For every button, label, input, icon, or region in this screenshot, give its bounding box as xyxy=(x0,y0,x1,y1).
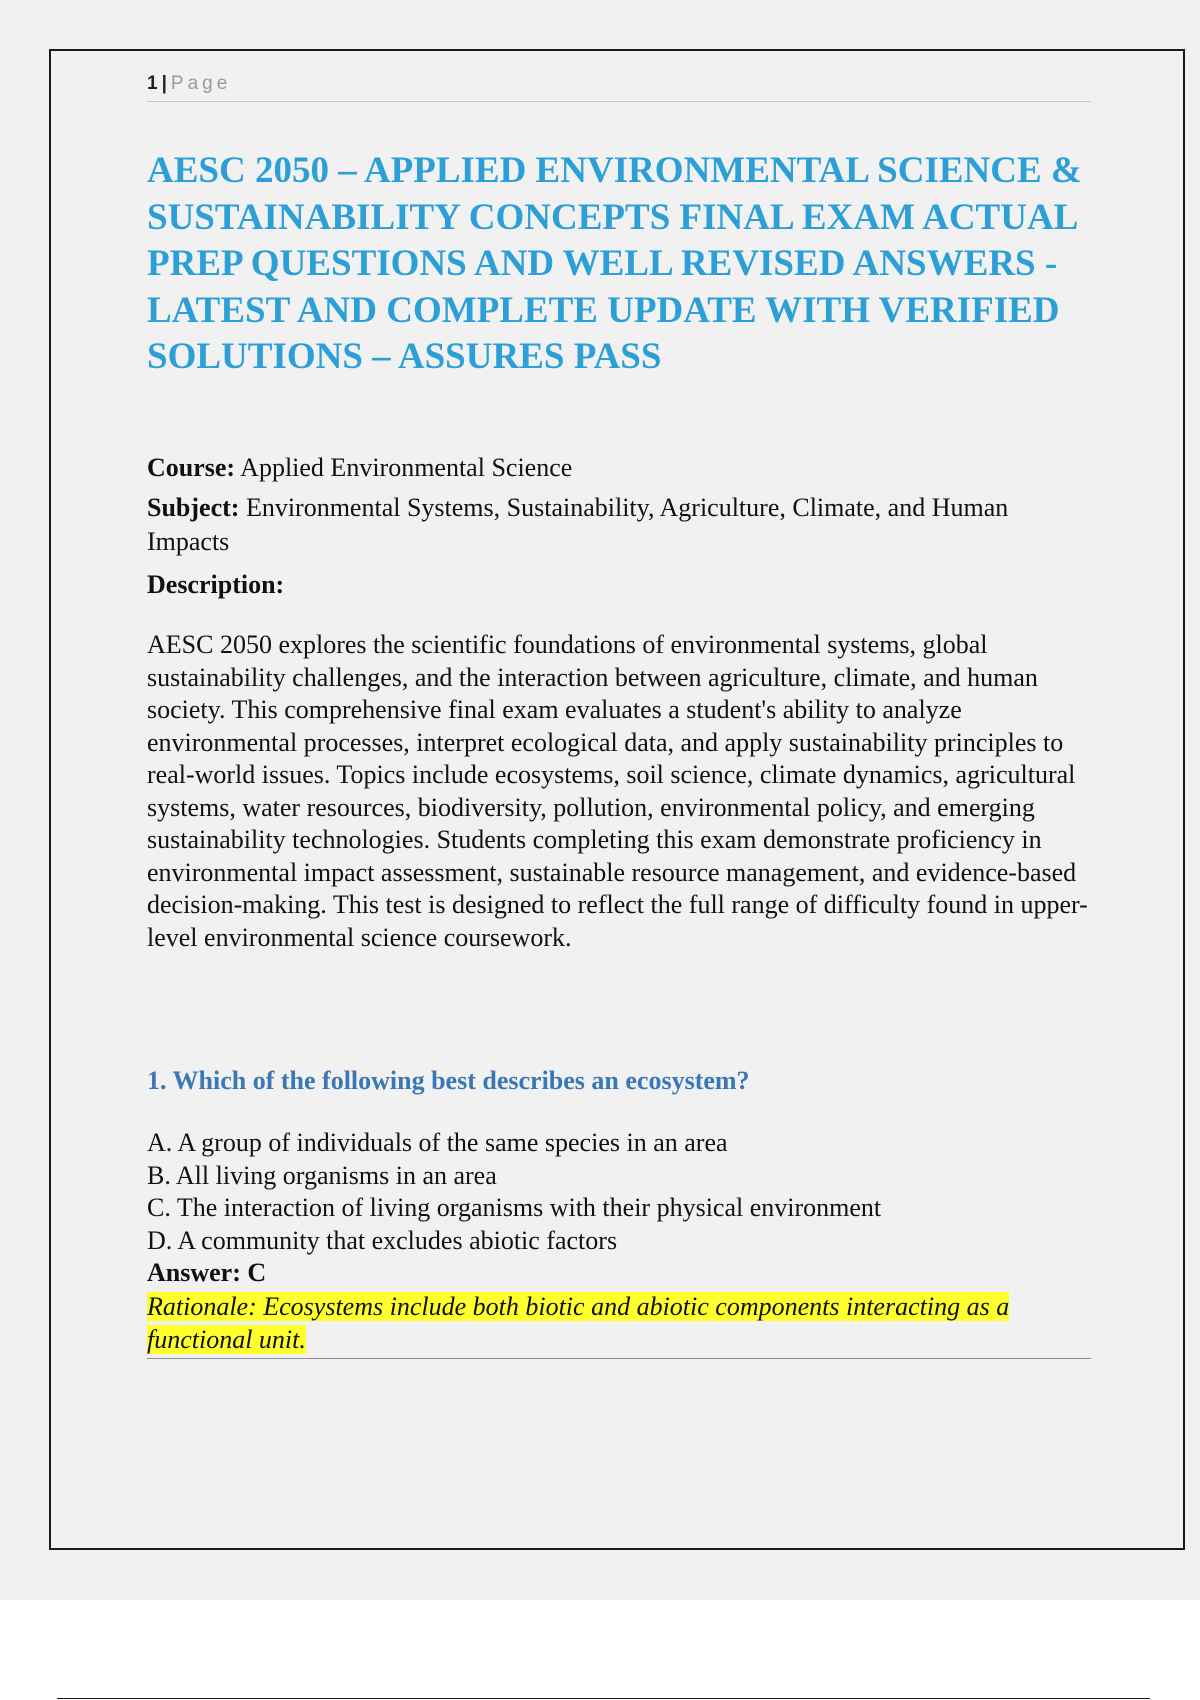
document-title: AESC 2050 – APPLIED ENVIRONMENTAL SCIENCE & SUSTAINABILITY CONCEPTS FINAL EXAM ACTUAL PREP QUESTIONS AND WELL REVISED ANSWERS - LATEST AND COMPLETE UPDATE WITH VERIFIED SOLUTIONS – ASSURES PASS xyxy=(147,150,1082,377)
rationale-block xyxy=(147,1291,1091,1356)
page-header xyxy=(147,73,1091,102)
section-divider xyxy=(147,1358,1091,1359)
option-c: C. The interaction of living organisms with their physical environment xyxy=(147,1193,882,1222)
description-text: AESC 2050 explores the scientific foundations of environmental systems, global sustainability challenges, and the interaction between agriculture, climate, and human society. This comprehensive final exam evaluates a student's ability to analyze environmental processes, interpret ecological data, and apply sustainability principles to real-world issues. Topics include ecosystems, soil science, climate dynamics, agricultural systems, water resources, biodiversity, pollution, environmental policy, and emerging sustainability technologies. Students completing this exam demonstrate proficiency in environmental impact assessment, sustainable resource management, and evidence-based decision-making. This test is designed to reflect the full range of difficulty found in upper-level environmental science coursework. xyxy=(147,630,1088,952)
course-line xyxy=(147,451,1091,485)
question-1: 1. Which of the following best describes an ecosystem? xyxy=(147,1066,750,1095)
page-separator: | xyxy=(161,73,167,94)
subject-line xyxy=(147,491,1091,559)
course-value: Applied Environmental Science xyxy=(240,453,573,482)
option-b: B. All living organisms in an area xyxy=(147,1160,497,1190)
bottom-rule xyxy=(57,1698,1150,1699)
subject-value: Environmental Systems, Sustainability, Agriculture, Climate, and Human Impacts xyxy=(147,493,1009,556)
subject-label: Subject: xyxy=(147,493,240,522)
option-a: A. A group of individuals of the same species in an area xyxy=(147,1128,728,1157)
course-label: Course: xyxy=(147,453,236,482)
page-word: Page xyxy=(170,73,232,94)
answer-line: Answer: C xyxy=(147,1258,267,1287)
rationale-highlighted-text: Rationale: Ecosystems include both biotic and abiotic components interacting as a functional unit. xyxy=(147,1292,1010,1354)
document-page xyxy=(49,49,1185,1550)
option-d: D. A community that excludes abiotic factors xyxy=(147,1225,618,1255)
description-label: Description: xyxy=(147,570,285,599)
page-number: 1 xyxy=(147,73,158,94)
question-1-options xyxy=(147,1127,1091,1257)
